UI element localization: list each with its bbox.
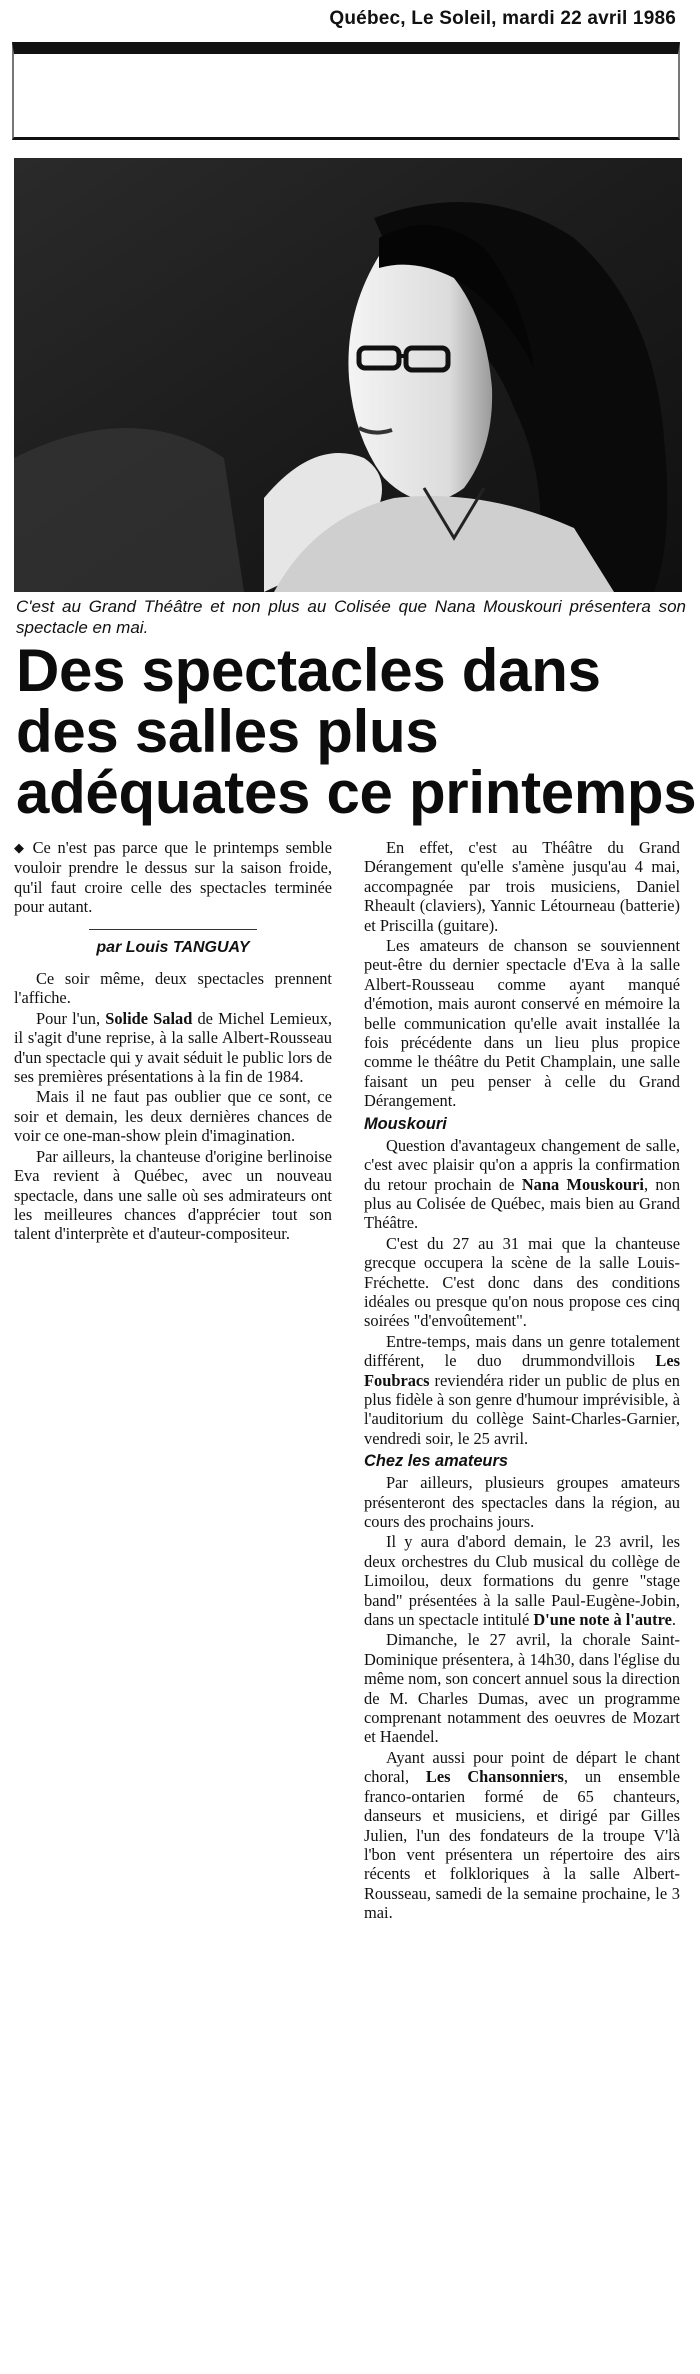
paragraph: Les amateurs de chanson se souviennent peut-être du dernier spectacle d'Eva à la salle Albert-Rousseau comme ayant manqué d'émotion, mais auront conservé en mémoire la belle communication qu'elle avait installée la fois précédente dans un lieu plus propice comme le théâtre du Petit Champlain, une salle faisant un peu penser à celle du Grand Dérangement.: [364, 936, 680, 1111]
text-run: Question d'avantageux changement de salle, c'est avec plaisir qu'on a appris la confirmation du retour prochain de: [364, 1135, 680, 1194]
paragraph: C'est du 27 au 31 mai que la chanteuse grecque occupera la scène de la salle Louis-Fréchette. C'est donc dans des conditions idéales ou presque qu'on nous propose ces cinq soirées "d'envoûtement".: [364, 1233, 680, 1331]
show-title: D'une note à l'autre: [533, 1610, 672, 1630]
text-run: , un ensemble franco-ontarien formé de 65 chanteurs, danseurs et musiciens, et dirigé par Gilles Julien, l'un des fondateurs de la troupe V'là l'bon vent présentera un répertoire des airs récents et folkloriques à la salle Albert-Rousseau, samedi de la semaine prochaine, le 3 mai.: [364, 1767, 680, 1923]
paragraph: En effet, c'est au Théâtre du Grand Dérangement qu'elle s'amène jusqu'au 4 mai, accompagnée par trois musiciens, Daniel Rheault (claviers), Yannic Létourneau (batterie) et Priscilla (guitare).: [364, 838, 680, 935]
paragraph: [14, 1009, 332, 1087]
text-run: Entre-temps, mais dans un genre totalement différent, le duo drummondvillois: [364, 1331, 680, 1371]
artist-name: Les Chansonniers: [425, 1767, 564, 1787]
article-column-right: [364, 838, 680, 1923]
text-run: , non plus au Colisée de Québec, mais bien au Grand Théâtre.: [364, 1174, 681, 1233]
paragraph: Mais il ne faut pas oublier que ce sont, ce soir et demain, les deux dernières chances de voir ce one-man-show plein d'imagination.: [14, 1087, 332, 1146]
paragraph: [364, 1332, 680, 1448]
article-lede: [14, 838, 332, 917]
text-run: reviendéra rider un public de plus en plus fidèle à son genre d'humour imprévisible, à l'auditorium du collège Saint-Charles-Garnier, vendredi soir, le 25 avril.: [364, 1370, 680, 1448]
headline-line: des salles plus: [16, 698, 439, 765]
article-headline: [16, 637, 697, 826]
paragraph: [364, 1136, 680, 1233]
lede-text: Ce n'est pas parce que le printemps semble vouloir prendre le dessus sur la saison froide, qu'il faut croire celle des spectacles terminée pour autant.: [14, 838, 332, 917]
article-photo: [14, 158, 682, 592]
text-run: Ayant aussi pour point de départ le chant choral,: [364, 1747, 680, 1787]
dateline: Québec, Le Soleil, mardi 22 avril 1986: [329, 8, 676, 29]
photo-illustration: [14, 158, 682, 592]
text-run: Il y aura d'abord demain, le 23 avril, les deux orchestres du Club musical du collège de Limoilou, deux formations du genre "stage band" présentées à la salle Paul-Eugène-Jobin, dans un spectacle intitulé: [364, 1532, 680, 1630]
paragraph: Ce soir même, deux spectacles prennent l'affiche.: [14, 969, 332, 1008]
bullet-diamond-icon: ◆: [14, 841, 27, 856]
headline-line: adéquates ce printemps: [16, 759, 697, 826]
show-title: Solide Salad: [105, 1008, 193, 1028]
text-run: Pour l'un,: [36, 1008, 106, 1028]
byline-divider: [89, 929, 257, 930]
artist-name: Les Foubracs: [364, 1351, 680, 1390]
paragraph: [364, 1748, 680, 1923]
text-run: .: [671, 1610, 676, 1630]
top-frame-box: [12, 42, 680, 140]
photo-caption: C'est au Grand Théâtre et non plus au Colisée que Nana Mouskouri présentera son spectacle en mai.: [16, 597, 686, 637]
subhead-amateurs: Chez les amateurs: [364, 1452, 508, 1471]
subhead-mouskouri: Mouskouri: [364, 1114, 447, 1133]
paragraph: Par ailleurs, la chanteuse d'origine berlinoise Eva revient à Québec, avec un nouveau spectacle, dans une salle où ses admirateurs ont les meilleures chances d'apprécier tout son talent d'interprète et d'auteur-compositeur.: [14, 1146, 332, 1244]
headline-line: Des spectacles dans: [16, 637, 601, 704]
artist-name: Nana Mouskouri: [521, 1174, 644, 1194]
text-run: de Michel Lemieux, il s'agit d'une reprise, à la salle Albert-Rousseau d'un spectacle qui y avait séduit le public lors de ses premières présentations à la fin de 1984.: [14, 1008, 333, 1087]
byline: par Louis TANGUAY: [96, 938, 250, 956]
paragraph: Dimanche, le 27 avril, la chorale Saint-Dominique présentera, à 14h30, dans l'église du même nom, son concert annuel sous la direction de M. Charles Dumas, avec un programme comprenant notamment des oeuvres de Mozart et Haendel.: [364, 1630, 680, 1747]
paragraph: [364, 1532, 680, 1629]
article-column-left: [14, 838, 332, 1244]
paragraph: Par ailleurs, plusieurs groupes amateurs présenteront des spectacles dans la région, au cours des prochains jours.: [364, 1473, 680, 1531]
